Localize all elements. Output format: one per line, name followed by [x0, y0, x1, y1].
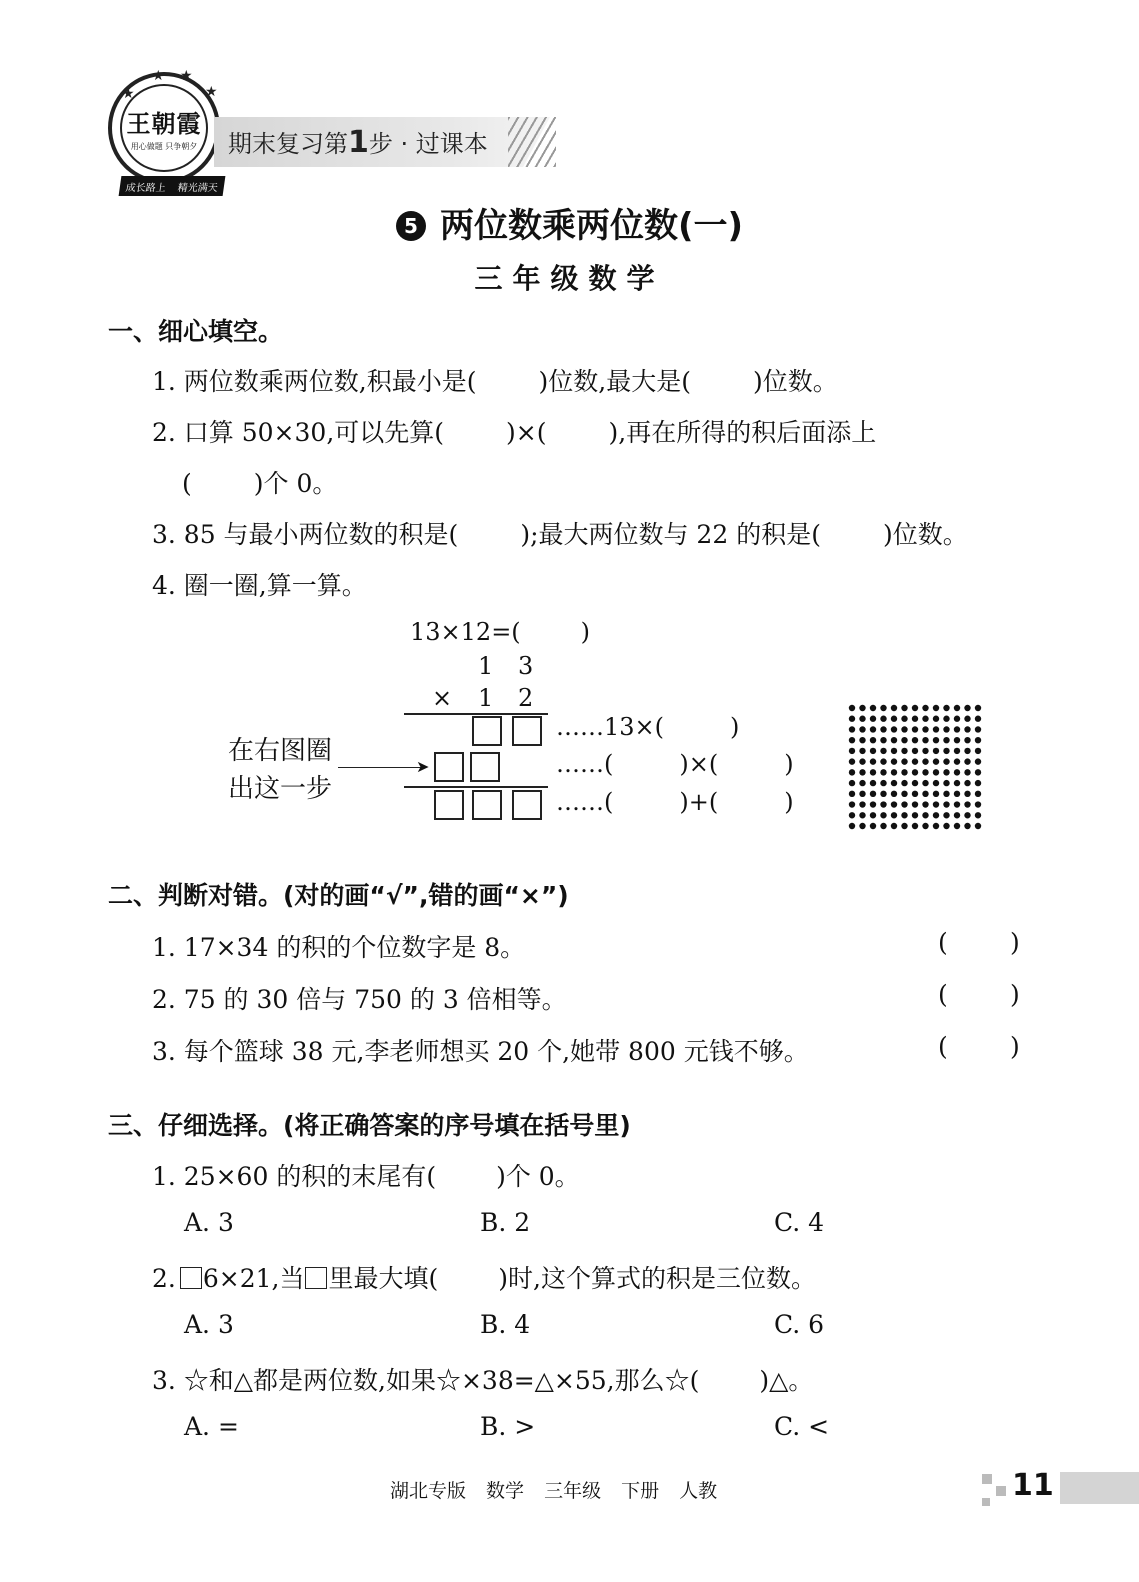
grid-dot[interactable] [922, 726, 928, 732]
section2-heading: 二、判断对错。(对的画“√”,错的画“×”) [108, 881, 569, 910]
grid-dot[interactable] [922, 737, 928, 743]
footer-text: 湖北专版 数学 三年级 下册 人教 [390, 1480, 718, 1502]
grid-dot[interactable] [891, 812, 897, 818]
title-number-badge: 5 [396, 211, 426, 241]
answer-box[interactable] [470, 752, 500, 782]
grid-dot[interactable] [933, 812, 939, 818]
grid-dot[interactable] [901, 737, 907, 743]
ribbon-right: 精光满天 [176, 182, 219, 194]
grid-dot[interactable] [975, 801, 981, 807]
row3-b: )+( [679, 788, 719, 816]
grid-dot[interactable] [849, 801, 855, 807]
grid-dot[interactable] [975, 791, 981, 797]
answer-box[interactable] [434, 752, 464, 782]
grid-dot[interactable] [901, 801, 907, 807]
calc-equation-b: ) [580, 618, 591, 646]
banner-pre: 期末复习第 [228, 130, 348, 158]
grid-dot[interactable] [964, 705, 970, 711]
grid-dot[interactable] [880, 812, 886, 818]
s1q2-part-c: ),再在所得的积后面添上 [608, 418, 877, 447]
grid-dot[interactable] [912, 705, 918, 711]
footer-square [982, 1474, 992, 1484]
grid-dot[interactable] [849, 758, 855, 764]
grid-dot[interactable] [975, 748, 981, 754]
s1q1-part-b: )位数,最大是( [538, 367, 691, 396]
grid-dot[interactable] [964, 726, 970, 732]
s1q2-cont-a: ( [182, 469, 192, 498]
arrow-line [338, 767, 422, 768]
grid-dot[interactable] [975, 726, 981, 732]
s3q1-option-b[interactable]: B. 2 [480, 1208, 531, 1237]
s3q1-option-c[interactable]: C. 4 [774, 1208, 825, 1237]
grid-dot[interactable] [859, 737, 865, 743]
grid-dot[interactable] [870, 748, 876, 754]
grid-dot[interactable] [870, 769, 876, 775]
grid-dot[interactable] [859, 780, 865, 786]
grid-dot[interactable] [870, 823, 876, 829]
grid-dot[interactable] [975, 716, 981, 722]
grid-dot[interactable] [880, 716, 886, 722]
grid-dot[interactable] [912, 737, 918, 743]
grid-dot[interactable] [954, 758, 960, 764]
row2-c: ) [784, 750, 794, 778]
grid-dot[interactable] [891, 780, 897, 786]
grid-dot[interactable] [870, 801, 876, 807]
grid-dot[interactable] [891, 705, 897, 711]
row3-c: ) [784, 788, 794, 816]
s2-item-1-bracket-left[interactable]: ( [938, 928, 948, 957]
grid-dot[interactable] [859, 801, 865, 807]
s1q1-part-c: )位数。 [752, 367, 838, 396]
grid-dot[interactable] [901, 791, 907, 797]
grid-dot[interactable] [849, 780, 855, 786]
grid-dot[interactable] [954, 812, 960, 818]
answer-box[interactable] [472, 716, 502, 746]
grid-dot[interactable] [954, 801, 960, 807]
grid-dot[interactable] [954, 780, 960, 786]
grid-dot[interactable] [912, 726, 918, 732]
grid-dot[interactable] [901, 716, 907, 722]
grid-dot[interactable] [975, 769, 981, 775]
grid-dot[interactable] [943, 791, 949, 797]
row1-b: ) [730, 713, 740, 741]
s1q2-cont-b: )个 0。 [253, 469, 338, 498]
s2-item-3-bracket-right[interactable]: ) [1010, 1032, 1020, 1061]
calc-equation-a: 13×12=( [410, 618, 521, 646]
s3-question-1 [152, 1157, 580, 1193]
grid-dot[interactable] [943, 758, 949, 764]
grid-dot[interactable] [964, 758, 970, 764]
row2-a: ……( [556, 750, 614, 778]
grid-dot[interactable] [891, 769, 897, 775]
grid-dot[interactable] [901, 823, 907, 829]
s3q3-option-c[interactable]: C. < [774, 1412, 830, 1441]
s3q2-b: 6×21,当 [202, 1264, 305, 1293]
s1-question-2 [152, 413, 876, 449]
grid-dot[interactable] [964, 737, 970, 743]
calc-bottom-digit-2: 2 [518, 684, 534, 712]
footer-square [982, 1498, 990, 1506]
grid-dot[interactable] [933, 823, 939, 829]
s2-item-1: 1. 17×34 的积的个位数字是 8。 [152, 933, 526, 962]
grid-dot[interactable] [859, 769, 865, 775]
calc-rule-1 [404, 713, 548, 715]
s1q2-part-a: 2. 口算 50×30,可以先算( [152, 418, 445, 447]
star-icon: ★ [205, 84, 218, 100]
grid-dot[interactable] [870, 716, 876, 722]
calc-equation [410, 618, 590, 646]
grid-dot[interactable] [954, 791, 960, 797]
calc-row-3-note [556, 788, 794, 816]
grid-dot[interactable] [964, 769, 970, 775]
grid-dot[interactable] [891, 748, 897, 754]
grid-dot[interactable] [975, 812, 981, 818]
grid-dot[interactable] [880, 780, 886, 786]
row2-b: )×( [679, 750, 719, 778]
s3q2-option-b[interactable]: B. 4 [480, 1310, 531, 1339]
grid-dot[interactable] [933, 748, 939, 754]
grid-dot[interactable] [859, 705, 865, 711]
answer-box[interactable] [512, 790, 542, 820]
grid-dot[interactable] [891, 716, 897, 722]
answer-box[interactable] [472, 790, 502, 820]
star-icon: ★ [152, 68, 165, 84]
circle-note-line-1: 在右图圈 [228, 736, 333, 766]
s1-question-4: 4. 圈一圈,算一算。 [152, 571, 367, 600]
square-icon [305, 1267, 327, 1289]
s2-item-1-bracket-right[interactable]: ) [1010, 928, 1020, 957]
grid-dot[interactable] [964, 748, 970, 754]
grid-dot[interactable] [964, 812, 970, 818]
calc-row-2-note [556, 750, 794, 778]
star-icon: ★ [180, 68, 193, 84]
title-text: 两位数乘两位数(一) [439, 206, 744, 246]
grid-dot[interactable] [975, 780, 981, 786]
grid-dot[interactable] [859, 726, 865, 732]
s3-question-3 [152, 1361, 813, 1397]
grid-dot[interactable] [870, 758, 876, 764]
grid-dot[interactable] [859, 716, 865, 722]
calc-top-digit-2: 3 [518, 652, 534, 680]
grid-dot[interactable] [891, 758, 897, 764]
s1-question-2-cont [182, 464, 337, 500]
grid-dot[interactable] [849, 726, 855, 732]
calc-times-sign: × [432, 684, 453, 712]
grid-dot[interactable] [922, 758, 928, 764]
grid-dot[interactable] [943, 716, 949, 722]
grid-dot[interactable] [880, 726, 886, 732]
grid-dot[interactable] [859, 791, 865, 797]
s3q1-a: 1. 25×60 的积的末尾有( [152, 1162, 437, 1191]
footer-square [996, 1486, 1006, 1496]
s3q2-option-c[interactable]: C. 6 [774, 1310, 825, 1339]
grid-dot[interactable] [943, 726, 949, 732]
s2-item-2-bracket-left[interactable]: ( [938, 980, 948, 1009]
grid-dot[interactable] [912, 791, 918, 797]
grid-dot[interactable] [933, 705, 939, 711]
grid-dot[interactable] [901, 726, 907, 732]
grid-dot[interactable] [954, 769, 960, 775]
grid-dot[interactable] [912, 812, 918, 818]
grid-dot[interactable] [975, 705, 981, 711]
s1-question-1 [152, 362, 838, 398]
grid-dot[interactable] [933, 791, 939, 797]
s3q3-option-b[interactable]: B. > [480, 1412, 536, 1441]
grid-dot[interactable] [943, 823, 949, 829]
calc-row-1-note [556, 713, 739, 741]
banner-post: 步 · 过课本 [368, 130, 488, 158]
arrow-head-icon: ➤ [416, 757, 430, 776]
grid-dot[interactable] [880, 791, 886, 797]
grid-dot[interactable] [880, 705, 886, 711]
s3-question-2 [152, 1259, 816, 1295]
grid-dot[interactable] [859, 748, 865, 754]
logo-sub: 用心做题 只争朝夕 [130, 142, 198, 151]
grid-dot[interactable] [912, 758, 918, 764]
grid-dot[interactable] [901, 780, 907, 786]
grid-dot[interactable] [891, 823, 897, 829]
ribbon-left: 成长路上 [124, 182, 167, 194]
grid-dot[interactable] [849, 737, 855, 743]
s2-item-3: 3. 每个篮球 38 元,李老师想买 20 个,她带 800 元钱不够。 [152, 1037, 809, 1066]
grid-dot[interactable] [954, 716, 960, 722]
s1-question-3 [152, 515, 968, 551]
section1-heading: 一、细心填空。 [108, 317, 284, 346]
row1-a: ……13×( [556, 713, 665, 741]
page-subtitle: 三年级数学 [474, 262, 665, 295]
s3q2-c: 里最大填( [328, 1264, 439, 1293]
grid-dot[interactable] [901, 812, 907, 818]
grid-dot[interactable] [870, 791, 876, 797]
grid-dot[interactable] [880, 758, 886, 764]
grid-dot[interactable] [859, 823, 865, 829]
grid-dot[interactable] [933, 716, 939, 722]
page-number: 11 [1012, 1468, 1054, 1503]
square-icon [180, 1267, 202, 1289]
grid-dot[interactable] [922, 823, 928, 829]
circle-note-line-2: 出这一步 [228, 774, 333, 804]
banner-stripes [508, 117, 556, 167]
grid-dot[interactable] [954, 705, 960, 711]
s1q3-part-b: );最大两位数与 22 的积是( [520, 520, 821, 549]
answer-box[interactable] [434, 790, 464, 820]
calc-rule-2 [404, 786, 548, 788]
grid-dot[interactable] [849, 769, 855, 775]
s2-item-3-bracket-left[interactable]: ( [938, 1032, 948, 1061]
logo-ribbon [119, 176, 226, 196]
grid-dot[interactable] [922, 801, 928, 807]
grid-dot[interactable] [880, 801, 886, 807]
section3-heading: 三、仔细选择。(将正确答案的序号填在括号里) [108, 1111, 631, 1140]
s3q1-b: )个 0。 [496, 1162, 580, 1191]
grid-dot[interactable] [975, 823, 981, 829]
grid-dot[interactable] [964, 791, 970, 797]
s3q3-b: )△。 [759, 1366, 814, 1395]
grid-dot[interactable] [922, 769, 928, 775]
grid-dot[interactable] [933, 801, 939, 807]
s3q1-option-a[interactable]: A. 3 [184, 1208, 234, 1237]
grid-dot[interactable] [933, 780, 939, 786]
page-bar [1060, 1472, 1139, 1504]
row3-a: ……( [556, 788, 614, 816]
grid-dot[interactable] [922, 780, 928, 786]
grid-dot[interactable] [943, 769, 949, 775]
grid-dot[interactable] [912, 748, 918, 754]
grid-dot[interactable] [933, 726, 939, 732]
s1q1-part-a: 1. 两位数乘两位数,积最小是( [152, 367, 477, 396]
grid-dot[interactable] [954, 748, 960, 754]
grid-dot[interactable] [964, 801, 970, 807]
grid-dot[interactable] [859, 812, 865, 818]
logo-name: 王朝霞 [126, 110, 202, 138]
grid-dot[interactable] [849, 823, 855, 829]
page-title [0, 198, 1139, 247]
grid-dot[interactable] [912, 823, 918, 829]
grid-dot[interactable] [912, 716, 918, 722]
grid-dot[interactable] [870, 812, 876, 818]
grid-dot[interactable] [954, 737, 960, 743]
grid-dot[interactable] [943, 801, 949, 807]
grid-dot[interactable] [912, 801, 918, 807]
grid-dot[interactable] [922, 812, 928, 818]
grid-dot[interactable] [933, 737, 939, 743]
grid-dot[interactable] [880, 737, 886, 743]
grid-dot[interactable] [891, 791, 897, 797]
grid-dot[interactable] [870, 780, 876, 786]
grid-dot[interactable] [870, 726, 876, 732]
grid-dot[interactable] [943, 737, 949, 743]
grid-dot[interactable] [859, 758, 865, 764]
grid-dot[interactable] [891, 801, 897, 807]
grid-dot[interactable] [922, 748, 928, 754]
grid-dot[interactable] [912, 780, 918, 786]
grid-dot[interactable] [922, 716, 928, 722]
grid-dot[interactable] [922, 705, 928, 711]
grid-dot[interactable] [933, 769, 939, 775]
calc-bottom-digit-1: 1 [478, 684, 494, 712]
s1q3-part-c: )位数。 [882, 520, 968, 549]
grid-dot[interactable] [943, 812, 949, 818]
grid-dot[interactable] [975, 737, 981, 743]
grid-dot[interactable] [880, 769, 886, 775]
grid-dot[interactable] [954, 823, 960, 829]
banner-num: 1 [348, 125, 369, 160]
s1q2-part-b: )×( [506, 418, 547, 447]
grid-dot[interactable] [912, 769, 918, 775]
grid-dot[interactable] [891, 737, 897, 743]
grid-dot[interactable] [891, 726, 897, 732]
grid-dot[interactable] [964, 823, 970, 829]
grid-dot[interactable] [943, 748, 949, 754]
s3q3-option-a[interactable]: A. = [184, 1412, 239, 1441]
grid-dot[interactable] [849, 791, 855, 797]
s3q2-option-a[interactable]: A. 3 [184, 1310, 234, 1339]
grid-dot[interactable] [943, 705, 949, 711]
grid-dot[interactable] [901, 758, 907, 764]
grid-dot[interactable] [901, 705, 907, 711]
grid-dot[interactable] [943, 780, 949, 786]
dot-grid[interactable] [848, 704, 982, 830]
grid-dot[interactable] [880, 823, 886, 829]
grid-dot[interactable] [933, 758, 939, 764]
banner-text [228, 124, 488, 160]
calc-top-digit-1: 1 [478, 652, 494, 680]
s3q3-a: 3. ☆和△都是两位数,如果☆×38=△×55,那么☆( [152, 1366, 700, 1395]
grid-dot[interactable] [849, 716, 855, 722]
s2-item-2: 2. 75 的 30 倍与 750 的 3 倍相等。 [152, 985, 567, 1014]
grid-dot[interactable] [922, 791, 928, 797]
grid-dot[interactable] [975, 758, 981, 764]
answer-box[interactable] [512, 716, 542, 746]
grid-dot[interactable] [849, 748, 855, 754]
s1q3-part-a: 3. 85 与最小两位数的积是( [152, 520, 459, 549]
s2-item-2-bracket-right[interactable]: ) [1010, 980, 1020, 1009]
grid-dot[interactable] [901, 769, 907, 775]
grid-dot[interactable] [870, 705, 876, 711]
grid-dot[interactable] [849, 812, 855, 818]
grid-dot[interactable] [964, 716, 970, 722]
grid-dot[interactable] [954, 726, 960, 732]
star-icon: ★ [122, 86, 135, 102]
grid-dot[interactable] [901, 748, 907, 754]
grid-dot[interactable] [880, 748, 886, 754]
grid-dot[interactable] [870, 737, 876, 743]
grid-dot[interactable] [849, 705, 855, 711]
s3q2-d: )时,这个算式的积是三位数。 [498, 1264, 816, 1293]
s3q2-a: 2. [152, 1264, 176, 1293]
grid-dot[interactable] [964, 780, 970, 786]
